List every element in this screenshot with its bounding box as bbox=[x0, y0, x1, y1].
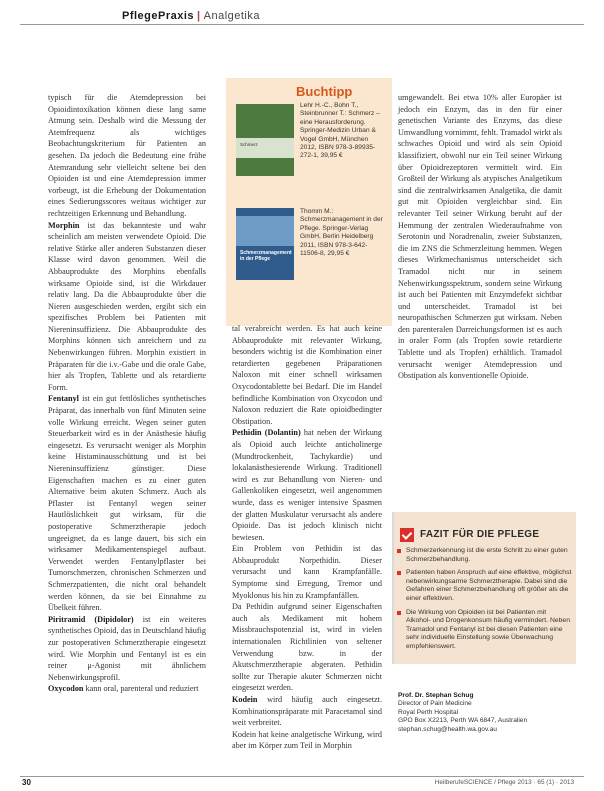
book-cover-title: Schmerz bbox=[240, 142, 258, 147]
summary-item: Patienten haben Anspruch auf eine effektive, möglichst nebenwirkungsarme Schmerztherapie. Dabei sind die Gefahren einer Schmerzbehandlung oft größer als die einer effektiven. bbox=[396, 569, 572, 603]
paragraph: Pethidin (Dolantin) hat neben der Wirkung als Opioid auch leichte anticholinerge (Mundtrockenheit, Tachykardie) und lokalanästhesierende Wirkung. Traditionell wird es zur Behandlung von Nieren- und Gallenkoliken eingesetzt, weil angenommen wurde, dass es weniger intensive Spasmen der glatten Muskulatur verursacht als andere Opioide. Das ist jedoch klinisch nicht bewiesen. bbox=[232, 428, 382, 542]
author-block bbox=[398, 692, 578, 734]
journal-brand bbox=[122, 10, 260, 22]
book-cover-title: Schmerzmanagement in der Pflege bbox=[240, 250, 292, 262]
author-email[interactable]: stephan.schug@health.wa.gov.au bbox=[398, 725, 497, 733]
paragraph: Kodein wird häufig auch eingesetzt. Kombinationspräparate mit Paracetamol sind weit verbreitet. bbox=[232, 695, 382, 728]
checkmark-icon bbox=[400, 528, 414, 542]
page-header bbox=[0, 0, 604, 38]
book-info-2: Thomm M.: Schmerzmanagement in der Pflege. Springer-Verlag GmbH, Berlin Heidelberg 2011, ISBN 978-3-642-11506-8, 29,95 € bbox=[300, 208, 383, 258]
term-heading: Morphin bbox=[48, 220, 80, 230]
term-heading: Kodein bbox=[232, 695, 258, 704]
text-column-3 bbox=[398, 92, 562, 382]
book-tip-title: Buchtipp bbox=[296, 84, 353, 99]
term-heading: Oxycodon bbox=[48, 684, 84, 694]
term-heading: Pethidin (Dolantin) bbox=[232, 428, 301, 438]
section-label: Analgetika bbox=[203, 10, 260, 22]
author-name: Prof. Dr. Stephan Schug bbox=[398, 692, 474, 699]
paragraph: Ein Problem von Pethidin ist das Abbauprodukt Norpethidin. Dieser verursacht und kann Krampfanfälle. Symptome sind Erregung, Tremor und Myoklonus bis hin zu Krampfanfällen. bbox=[232, 544, 382, 600]
paragraph: typisch für die Atemdepression bei Opioidintoxikation können diese lang same Atmung sein. Deshalb wird die Messung der Atemfrequenz als wichtiges Beobachtungskriterium für Patienten an gesehen. Da jedoch die Bedeutung eine frühe Atemrandung sehr vielleicht seltene bei den Opioiden ist und eine Atemdepression immer vorbeugt, ist die Erhebung der Dokumentation eines Sedierungsscores weitaus wichtiger zur rechtzeitigen Erkennung und Behandlung. bbox=[48, 93, 206, 218]
header-separator: | bbox=[197, 10, 201, 22]
journal-title: PflegePraxis bbox=[122, 10, 195, 22]
summary-list bbox=[396, 547, 572, 657]
summary-item: Schmerzerkennung ist die erste Schritt zu einer guten Schmerzbehandlung. bbox=[396, 547, 572, 564]
book-cover-2 bbox=[236, 208, 294, 280]
term-heading: Fentanyl bbox=[48, 394, 79, 404]
text-column-1 bbox=[48, 92, 206, 695]
header-rule bbox=[20, 24, 584, 25]
author-address: GPO Box X2213, Perth WA 6847, Australien bbox=[398, 717, 528, 725]
paragraph: Morphin ist das bekannteste und wahr scheinlich am meisten verwendete Opioid. Die relative Stärke aller anderen Substanzen dieser Klasse wird davon genommen. Weil die Abbauprodukte des Morphins ebenfalls wirksame Opioide sind, ist die Wirkdauer relativ lang. Da die Abbauprodukte über die Nieren ausgeschieden werden, ergibt sich ein spezifisches Problem bei Patienten mit Niereninsuffizienz. Die Abbauprodukte des Morphins können sich anreichern und zu Nebenwirkungen führen. Morphin existiert in Präparaten für die i.v.-Gabe und die orale Gabe, hier als Tropfen, Tablette und als retardierte Form. bbox=[48, 220, 206, 392]
author-role: Director of Pain Medicine bbox=[398, 700, 472, 708]
paragraph: Kodein hat keine analgetische Wirkung, wird aber im Körper zum Teil in Morphin bbox=[232, 729, 382, 751]
page-number: 30 bbox=[22, 778, 31, 787]
text-column-2 bbox=[232, 323, 382, 752]
book-cover-1 bbox=[236, 104, 294, 176]
book-info-1: Lehr H.-C., Bohn T., Steinbrunner T.: Schmerz – eine Herausforderung. Springer-Medizin Urban & Vogel GmbH, München 2012, ISBN 978-3-89935-272-1, 39,95 € bbox=[300, 102, 380, 160]
paragraph: Oxycodon kann oral, parenteral und reduziert bbox=[48, 684, 199, 694]
paragraph: umgewandelt. Bei etwa 10% aller Europäer ist jedoch ein Enzym, das in den für einer genetischen Variante des Enzyms, das diese Umwandlung vornimmt, fehlt. Tramadol wirkt als schwaches Opioid und wird als sein Opioid klassifiziert, obwohl nur ein Teil seiner Wirkung über Opioidrezeptoren vermittelt wird. Ein Großteil der Wirkung als atypisches Analgetikum sind die zentralwirksamen Analgetika, die damit gut mit Opioiden vergleichbar sind. Ein relevanter Teil seiner Wirkung beruht auf der Hemmung der zentralen Wiederaufnahme von Serotonin und Noradrenalin, zweier Substanzen, die im ZNS die Schmerzleitung hemmen. Wegen dieses Wirkmechanismus unterscheidet sich Tramadol nicht nur in seinem Nebenwirkungsspektrum, sondern seine Wirkung ist auch bei Patienten mit Enzymdefekt sichtbar und unterscheidet. Tramadol ist bei neuropathischen Schmerzen gut wirksam. Neben den parenteralen Darreichungsformen ist es auch in oraler Form (als Tropfen sowie retardierte Tablette und als Tropfen) erhältlich. Tramadol verursacht weniger Atemdepression und Obstipation als konventionelle Opioide. bbox=[398, 93, 562, 381]
term-heading: Piritramid (Dipidolor) bbox=[48, 614, 134, 624]
paragraph: Fentanyl ist ein gut fettlösliches synthetisches Präparat, das innerhalb von fünf Minuten seine volle Wirkung erreicht. Wegen seiner guten Steuerbarkeit wird es in der Anästhesie häufig eingesetzt. Es verursacht weniger als Morphin keine Histaminausschüttung und ist bei Niereninsuffizienz günstiger. Diese Eigenschaften machen es zu einer guten Alternative beim akuten Schmerz. Auch als Pflaster ist Fentanyl wegen seiner Hautlöslichkeit gut wirksam, für die postoperative Schmerztherapie jedoch ungeeignet, da es lange dauert, bis sich ein wirksamer Medikamentenspiegel aufbaut. Verwendet werden Fentanylpflaster bei Tumorschmerzen, chronischen Schmerzen und Schmerzpatienten, die nicht oral behandelt werden können, da sie bei Einnahme zu Übelkeit führen. bbox=[48, 394, 206, 613]
paragraph: Da Pethidin aufgrund seiner Eigenschaften auch als Medikament mit hohem Missbrauchspotenzial ist, wird in vielen internationalen Richtlinien von seltener Verwendung bzw. in der Akutschmerztherapie abgeraten. Pethidin sollte zur Therapie akuter Schmerzen nicht eingesetzt werden. bbox=[232, 602, 382, 693]
summary-title: FAZIT FÜR DIE PFLEGE bbox=[420, 529, 540, 540]
journal-citation: HeilberufeSCIENCE / Pflege 2013 · 65 (1) · 2013 bbox=[434, 779, 574, 786]
footer-rule bbox=[20, 776, 584, 777]
summary-item: Die Wirkung von Opioiden ist bei Patienten mit Alkohol- und Drogenkonsum häufig vermindert. Neben Tramadol und Fentanyl ist bei diesen Patienten eine sehr individuelle Einstellung sowie Überwachung empfehlenswert. bbox=[396, 609, 572, 652]
paragraph: tal verabreicht werden. Es hat auch keine Abbauprodukte mit relevanter Wirkung, besonders wichtig ist die Kombination einer retardierten gegebenen Präparationen Naloxon mit einer schnell wirksamen Oxycodontablette bei Bedarf. Die im Handel befindliche Kombination von Oxycodon und Naloxon reduziert die Rate opioidbedingter Obstipation. bbox=[232, 324, 382, 426]
paragraph: Piritramid (Dipidolor) ist ein weiteres synthetisches Opioid, das in Deutschland häufig zur postoperativen Schmerztherapie eingesetzt wird. Wie Morphin und Fentanyl ist es ein reiner μ-Agonist mit ähnlichem Nebenwirkungsprofil. bbox=[48, 614, 207, 682]
book-tip-box bbox=[226, 78, 392, 326]
author-institution: Royal Perth Hospital bbox=[398, 708, 459, 716]
